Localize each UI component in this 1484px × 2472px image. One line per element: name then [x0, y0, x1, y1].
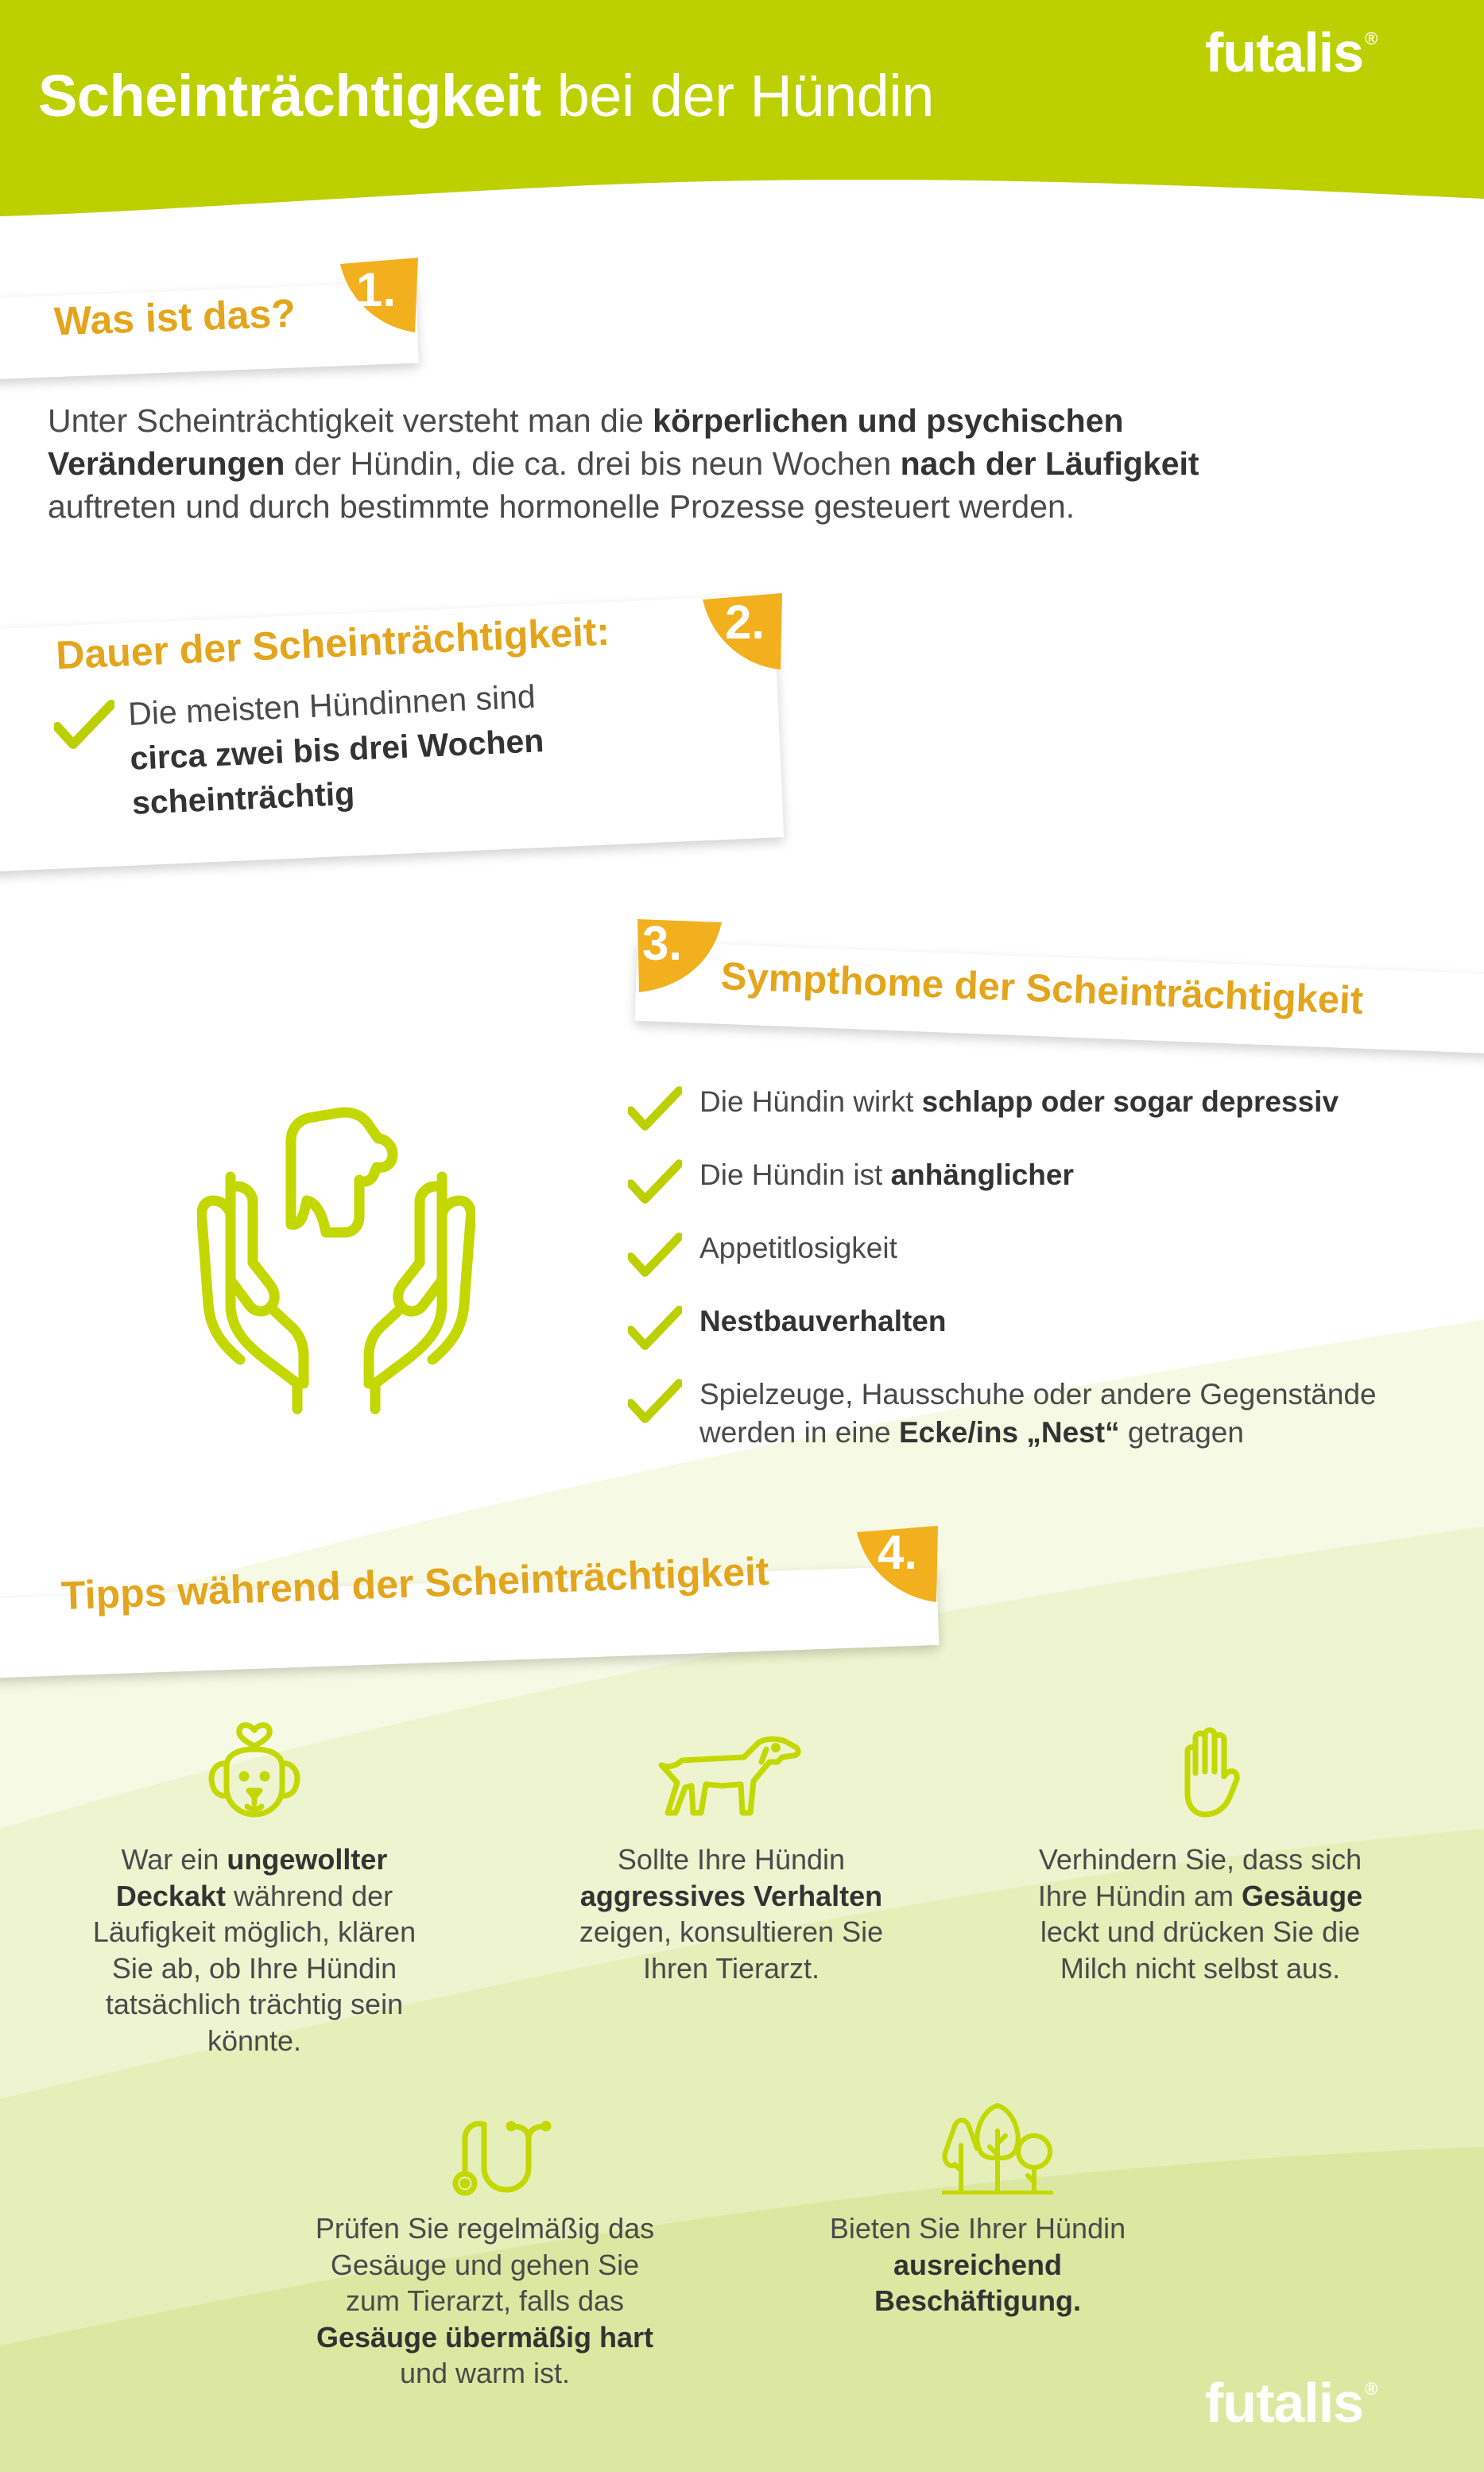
symptom-check-icon — [628, 1086, 682, 1131]
section2-check-icon — [54, 700, 114, 749]
symptom-check-icon — [628, 1232, 682, 1277]
section2-heading: Dauer der Scheinträchtigkeit: — [55, 608, 611, 678]
text-run: während der Läufigkeit möglich, klären Sie ab, ob Ihre Hündin tatsächlich trächtig sein könnte. — [92, 1879, 417, 2057]
text-run: Die Hündin ist — [699, 1158, 891, 1191]
emphasis-text: Gesäuge — [1242, 1879, 1363, 1912]
emphasis-text: anhänglicher — [890, 1158, 1074, 1191]
text-run: Bieten Sie Ihrer Hündin — [829, 2212, 1126, 2245]
text-run: zeigen, konsultieren Sie Ihren Tierarzt. — [579, 1915, 884, 1985]
page-title: Scheinträchtigkeit bei der Hündin — [38, 63, 934, 129]
section1-number: 1. — [356, 263, 397, 316]
section1-text — [48, 399, 1304, 528]
symptom-check-icon — [628, 1379, 682, 1423]
text-run: Sollte Ihre Hündin — [617, 1843, 846, 1876]
section4-heading: Tipps während der Scheinträchtigkeit — [60, 1548, 770, 1618]
text-run: leckt und drücken Sie die Milch nicht selbst aus. — [1040, 1915, 1361, 1985]
barking-dog-icon — [658, 1733, 801, 1821]
tip-text — [795, 2210, 1160, 2319]
text-run: Prüfen Sie regelmäßig das Gesäuge und gehen Sie zum Tierarzt, falls das — [315, 2212, 655, 2317]
emphasis-text: Ecke/ins „Nest“ — [898, 1416, 1120, 1449]
text-run: Spielzeuge, Hausschuhe oder andere Gegenstände werden in eine — [699, 1378, 1377, 1449]
tip-text — [548, 1841, 914, 1986]
text-run: auftreten und durch bestimmte hormonelle Prozesse gesteuert werden. — [48, 488, 1075, 525]
futalis-logo-top: futalis® — [1205, 21, 1377, 83]
emphasis-text: Gesäuge übermäßig hart — [316, 2320, 654, 2354]
emphasis-text: Nestbauverhalten — [699, 1305, 947, 1337]
tip-text — [72, 1841, 437, 2059]
stethoscope-icon — [449, 2107, 552, 2202]
text-run: Verhindern Sie, dass sich Ihre Hündin am — [1037, 1843, 1362, 1912]
tip-text — [302, 2210, 668, 2392]
emphasis-text: nach der Läufigkeit — [900, 445, 1199, 482]
symptom-check-icon — [628, 1306, 682, 1350]
section3-heading: Sympthome der Scheinträchtigkeit — [719, 954, 1365, 1023]
hands-holding-dog-icon — [197, 1097, 475, 1415]
section3-number: 3. — [642, 917, 683, 970]
section1-heading: Was ist das? — [53, 290, 296, 344]
emphasis-text: ausreichend Beschäftigung. — [874, 2248, 1081, 2317]
emphasis-text: ungewollter Deckakt — [115, 1843, 388, 1912]
emphasis-text: körperlichen und psychischen Veränderungen — [48, 402, 1124, 482]
section2-text: Die meisten Hündinnen sind circa zwei bis drei Wochen scheinträchtig — [127, 677, 545, 821]
section2-number: 2. — [725, 596, 765, 649]
dog-face-heart-icon — [203, 1708, 306, 1819]
tip-text — [1017, 1841, 1383, 1986]
text-run: War ein — [121, 1843, 227, 1876]
trees-icon — [942, 2099, 1053, 2195]
symptom-item — [699, 1156, 1478, 1194]
symptom-item — [699, 1083, 1478, 1121]
symptom-item — [699, 1229, 1478, 1267]
futalis-logo-bottom: futalis® — [1205, 2372, 1377, 2434]
emphasis-text: aggressives Verhalten — [579, 1879, 883, 1912]
symptom-item — [699, 1302, 1478, 1341]
text-run: der Hündin, die ca. drei bis neun Wochen — [285, 445, 901, 482]
text-run: und warm ist. — [399, 2357, 571, 2389]
symptom-check-icon — [628, 1159, 682, 1204]
stop-hand-icon — [1176, 1727, 1248, 1822]
text-run: getragen — [1119, 1416, 1244, 1449]
section4-number: 4. — [878, 1526, 918, 1579]
text-run: Unter Scheinträchtigkeit versteht man die — [48, 402, 653, 439]
symptom-item — [699, 1376, 1415, 1452]
text-run: Die Hündin wirkt — [699, 1085, 922, 1118]
emphasis-text: schlapp oder sogar depressiv — [921, 1085, 1339, 1118]
text-run: Appetitlosigkeit — [699, 1232, 897, 1264]
